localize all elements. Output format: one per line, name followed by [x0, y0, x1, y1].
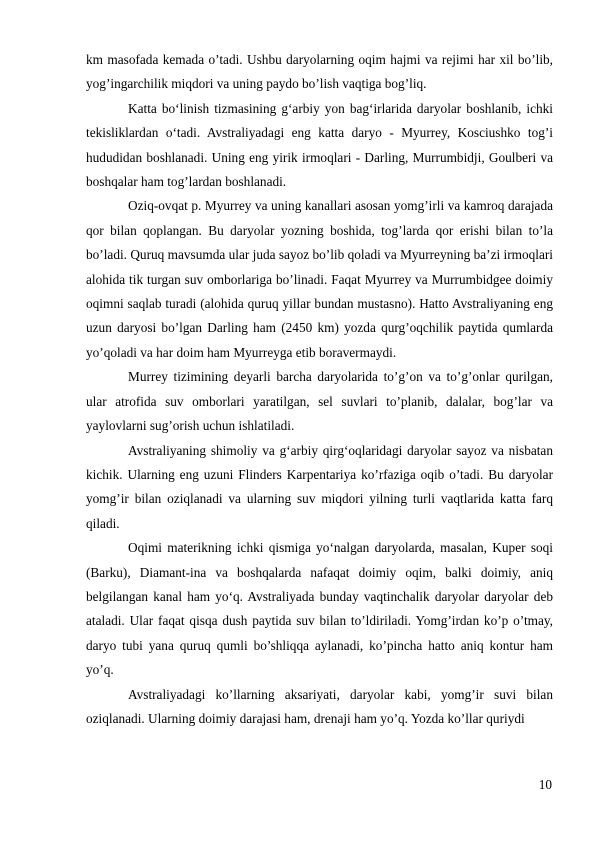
paragraph: Oziq-ovqat p. Myurrey va uning kanallari asosan yomg’irli va kamroq darajada qor bilan qoplangan. Bu daryolar yozning boshida, tog’larda qor erishi bilan to’la bo’ladi. Quruq mavsumda ular juda sayoz bo’lib qoladi va Myurreyning ba’zi irmoqlari alohida tik turgan suv omborlariga bo’linadi. Faqat Myurrey va Murrumbidgee doimiy oqimni saqlab turadi (alohida quruq yillar bundan mustasno). Hatto Avstraliyaning eng uzun daryosi bo’lgan Darling ham (2450 km) yozda qurg’oqchilik paytida qumlarda yo’qoladi va har doim ham Myurreyga etib boravermaydi. — [86, 198, 553, 360]
paragraph: Oqimi materikning ichki qismiga yo‘nalgan daryolarda, masalan, Kuper soqi (Barku), Diamant-ina va boshqalarda nafaqat doimiy oqim, balki doimiy, aniq belgilangan kanal ham yo‘q. Avstraliyada bunday vaqtinchalik daryolar daryolar deb ataladi. Ular faqat qisqa dush paytida suv bilan to’ldiriladi. Yomg’irdan ko’p o’tmay, daryo tubi yana quruq qumli bo’shliqqa aylanadi, ko’pincha hatto aniq kontur ham yo’q. — [86, 540, 553, 678]
paragraph: Avstraliyadagi ko’llarning aksariyati, daryolar kabi, yomg’ir suvi bilan oziqlanadi. Ularning doimiy darajasi ham, drenaji ham yo’q. Yozda ko’llar quriydi — [86, 686, 553, 726]
body-text — [86, 48, 553, 731]
paragraph: Avstraliyaning shimoliy va g‘arbiy qirg‘oqlaridagi daryolar sayoz va nisbatan kichik. Ularning eng uzuni Flinders Karpentariya ko’rfaziga oqib o’tadi. Bu daryolar yomg’ir bilan oziqlanadi va ularning suv miqdori yilning turli vaqtlarida katta farq qiladi. — [86, 442, 553, 531]
paragraph: km masofada kemada o’tadi. Ushbu daryolarning oqim hajmi va rejimi har xil bo’lib, yog’ingarchilik miqdori va uning paydo bo’lish vaqtiga bog’liq. — [86, 52, 553, 92]
paragraph: Katta bo‘linish tizmasining g‘arbiy yon bag‘irlarida daryolar boshlanib, ichki tekisliklardan o‘tadi. Avstraliyadagi eng katta daryo - Myurrey, Kosciushko tog’i hududidan boshlanadi. Uning eng yirik irmoqlari - Darling, Murrumbidji, Goulberi va boshqalar ham tog’lardan boshlanadi. — [86, 100, 553, 190]
page-number: 10 — [538, 777, 552, 792]
paragraph: Murrey tizimining deyarli barcha daryolarida to’g’on va to’g’onlar qurilgan, ular atrofida suv omborlari yaratilgan, sel suvlari to’planib, dalalar, bog’lar va yaylovlarni sug’orish uchun ishlatiladi. — [86, 369, 553, 434]
